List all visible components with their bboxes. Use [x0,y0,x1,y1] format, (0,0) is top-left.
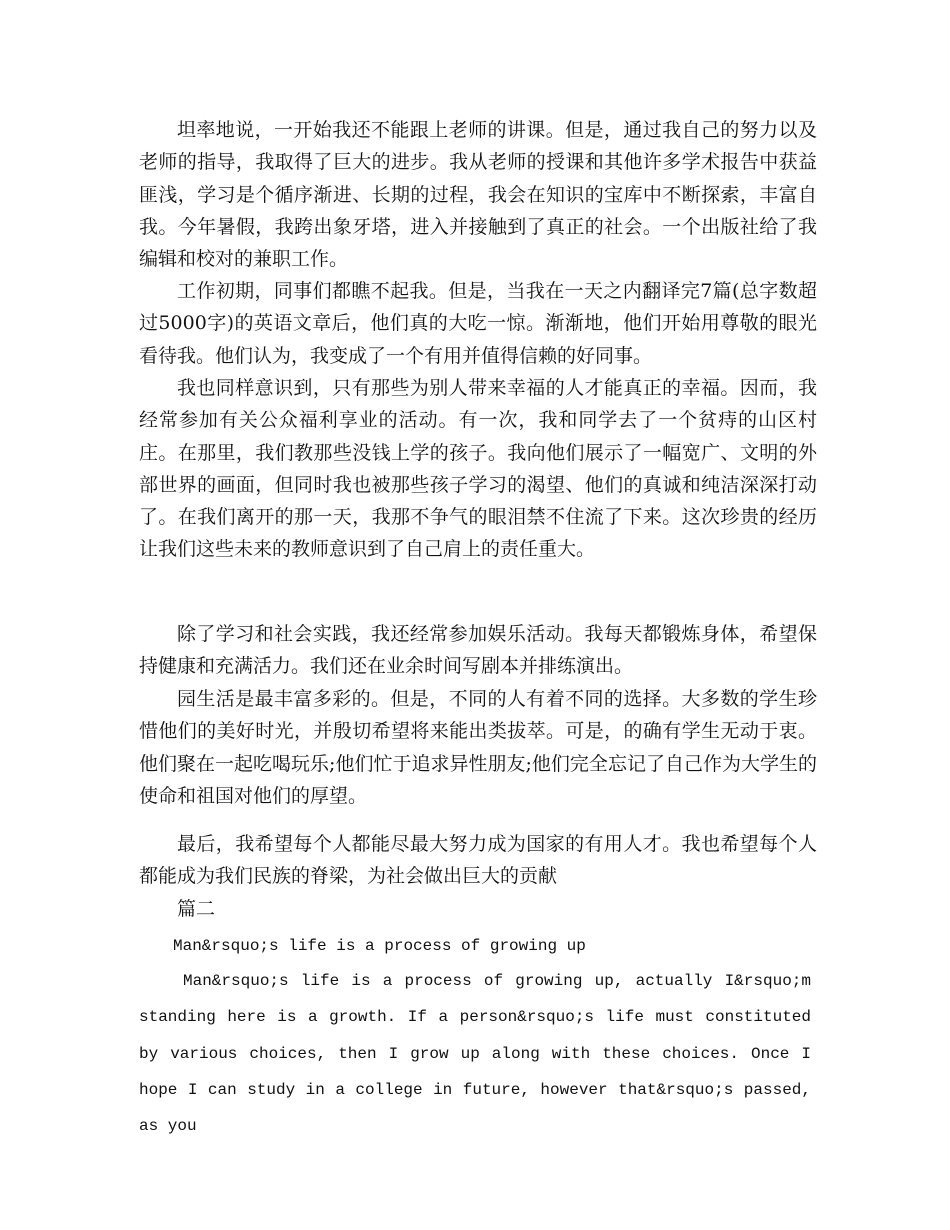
section-heading: 篇二 [177,898,216,920]
paragraph-volunteer-teaching: 我也同样意识到，只有那些为别人带来幸福的人才能真正的幸福。因而，我经常参加有关公众福利享业的活动。有一次，我和同学去了一个贫痔的山区村庄。在那里，我们教那些没钱上学的孩子。我向他们展示了一幅宽广、文明的外部世界的画面，但同时我也被那些孩子学习的渴望、他们的真诚和纯洁深深打动了。在我们离开的那一天，我那不争气的眼泪禁不住流了下来。这次珍贵的经历让我们这些未来的教师意识到了自己肩上的责任重大。 [139,377,817,561]
paragraph-recreation: 除了学习和社会实践，我还经常参加娱乐活动。我每天都锻炼身体，希望保持健康和充满活力。我们还在业余时间写剧本并排练演出。 [139,623,817,678]
paragraph-work-colleagues: 工作初期，同事们都瞧不起我。但是，当我在一天之内翻译完7篇(总字数超过5000字)的英语文章后，他们真的大吃一惊。渐渐地，他们开始用尊敬的眼光看待我。他们认为，我变成了一个有用并值得信赖的好同事。 [139,280,817,367]
paragraph-study-progress: 坦率地说，一开始我还不能跟上老师的讲课。但是，通过我自己的努力以及老师的指导，我取得了巨大的进步。我从老师的授课和其他许多学术报告中获益匪浅，学习是个循序渐进、长期的过程，我会在知识的宝库中不断探索，丰富自我。今年暑假，我跨出象牙塔，进入并接触到了真正的社会。一个出版社给了我编辑和校对的兼职工作。 [139,119,817,271]
english-body: Man&rsquo;s life is a process of growing up, actually I&rsquo;m standing here is a growth. If a person&rsquo;s life must constituted by various choices, then I grow up along with these choices. Once I hope I can study in a college in future, however that&rsquo;s passed, as you [139,972,811,1136]
paragraph-conclusion: 最后，我希望每个人都能尽最大努力成为国家的有用人才。我也希望每个人都能成为我们民族的脊梁，为社会做出巨大的贡献 [139,833,817,888]
paragraph-campus-life: 园生活是最丰富多彩的。但是，不同的人有着不同的选择。大多数的学生珍惜他们的美好时光，并殷切希望将来能出类拔萃。可是，的确有学生无动于衷。他们聚在一起吃喝玩乐;他们忙于追求异性朋友;他们完全忘记了自己作为大学生的使命和祖国对他们的厚望。 [139,688,817,807]
english-title: Man&rsquo;s life is a process of growing up [173,937,586,955]
